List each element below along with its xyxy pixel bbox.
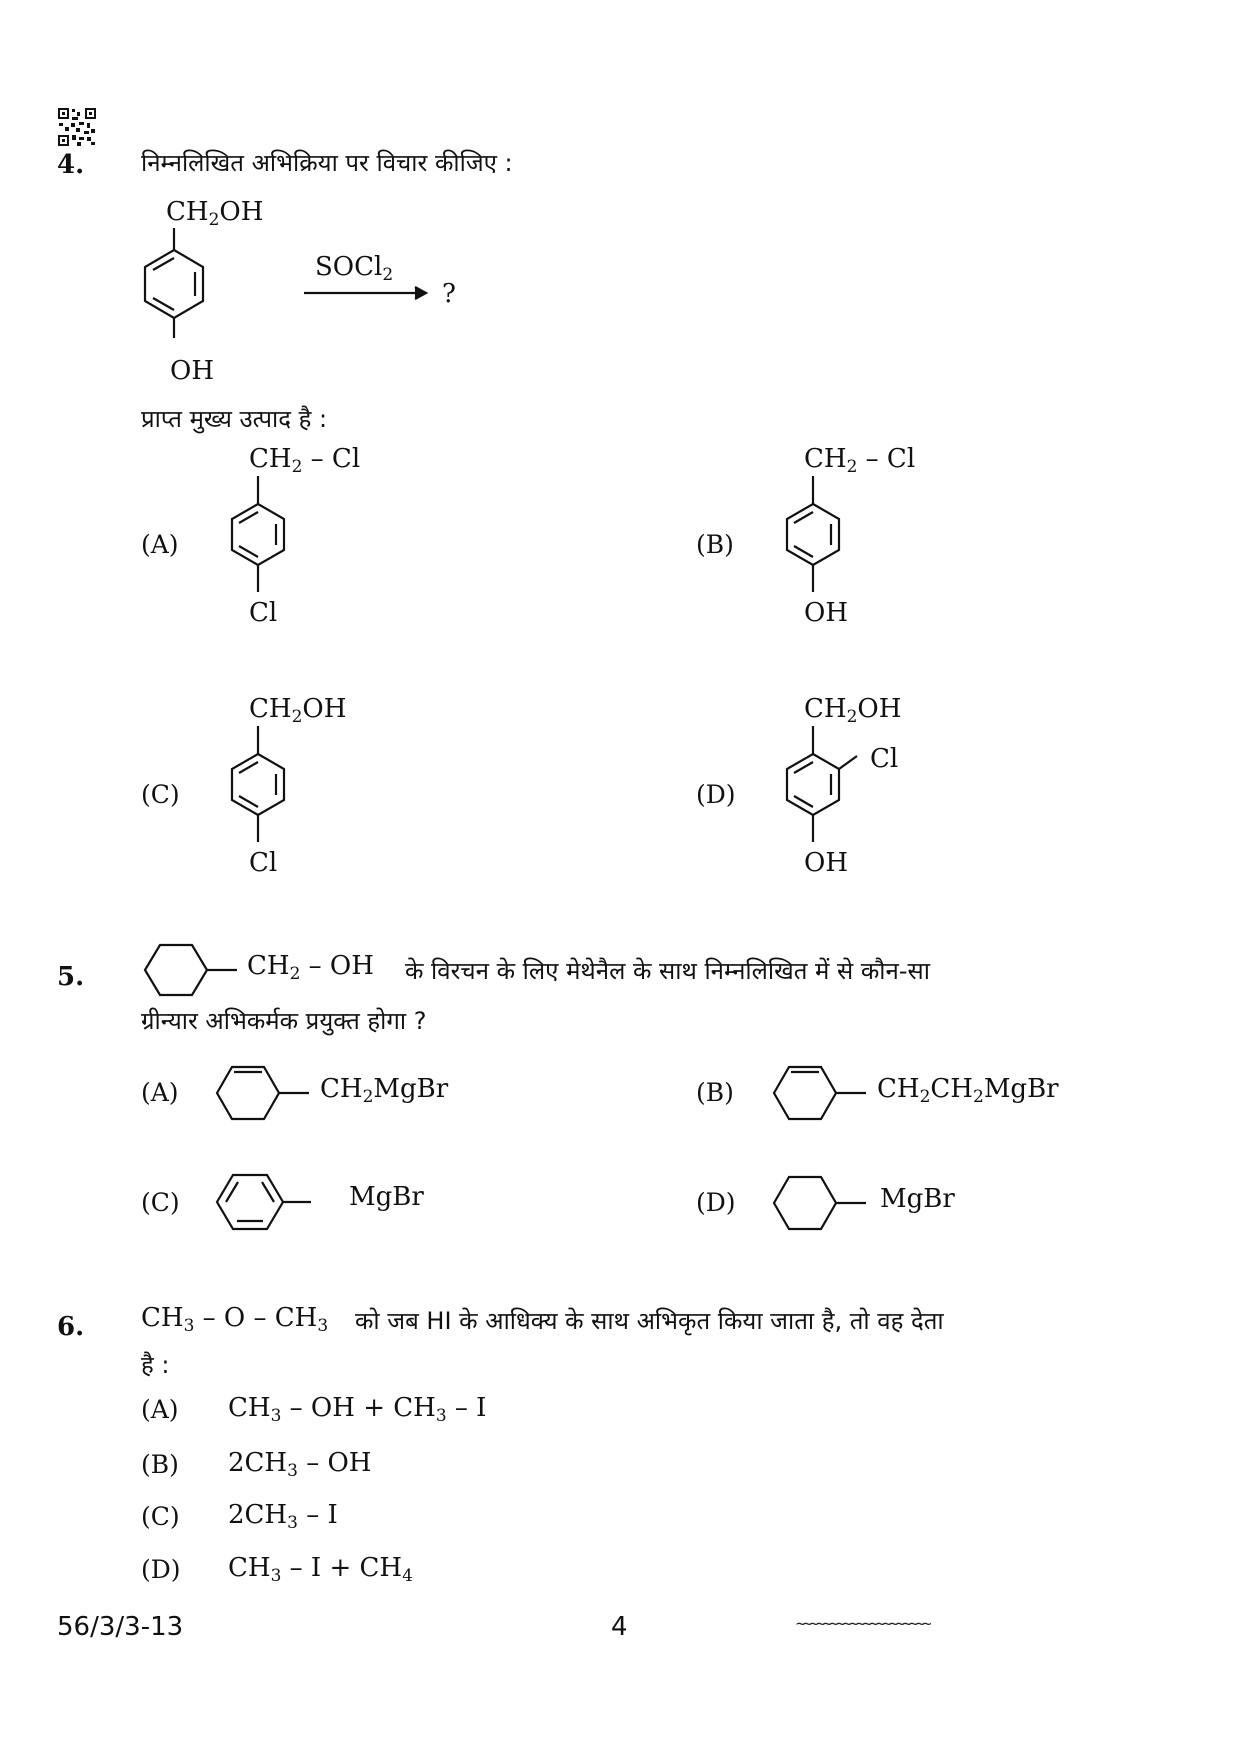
option-label: (C): [141, 1502, 180, 1531]
option-label: (C): [141, 780, 180, 809]
cyclohexane-ring-icon: [770, 1172, 880, 1234]
option-bottom-group: Cl: [249, 848, 278, 878]
option-bottom-group: OH: [804, 848, 848, 878]
reaction-arrow-icon: [302, 283, 432, 303]
cyclohexene-ring-icon: [770, 1062, 880, 1124]
benzene-ring-icon: [781, 476, 845, 596]
question-stem: निम्नलिखित अभिक्रिया पर विचार कीजिए :: [141, 149, 513, 177]
option-text: $CH_3$ – OH + $CH_3$ – I: [228, 1393, 487, 1426]
benzene-ring-icon: [781, 726, 871, 846]
option-text: $2CH_3$ – OH: [228, 1448, 372, 1481]
benzene-ring-icon: [139, 228, 209, 358]
option-group: MgBr: [349, 1182, 424, 1212]
product-unknown: ?: [442, 279, 456, 309]
question-number: 5.: [57, 962, 85, 992]
option-label: (A): [141, 1395, 179, 1424]
benzene-ring-icon: [226, 476, 290, 596]
reactant-bottom-group: OH: [170, 356, 214, 386]
question-number: 4.: [57, 150, 85, 180]
question-stem-chem: $CH_2$ – OH: [247, 951, 374, 984]
option-text: $2CH_3$ – I: [228, 1500, 338, 1533]
question-stem-line1: के विरचन के लिए मेथेनैल के साथ निम्नलिखित में से कौन-सा: [405, 957, 930, 985]
option-text: $CH_3 - I + CH_4$: [228, 1553, 413, 1586]
reactant-top-group: $CH_2OH$: [166, 197, 264, 230]
option-label: (D): [696, 780, 736, 809]
option-label: (B): [696, 1078, 734, 1107]
option-label: (A): [141, 530, 179, 559]
option-label: (A): [141, 1078, 179, 1107]
benzene-ring-icon: [213, 1170, 323, 1234]
option-top-group: $CH_2OH$: [804, 694, 902, 727]
question-stem-line2: है :: [141, 1351, 170, 1379]
page-number: 4: [611, 1612, 628, 1642]
option-side-group: Cl: [870, 744, 899, 774]
option-top-group: $CH_2$ – Cl: [804, 444, 916, 477]
reagent-label: SOCl$_2$: [315, 252, 394, 285]
paper-code: 56/3/3-13: [57, 1612, 184, 1642]
question-number: 6.: [57, 1312, 85, 1342]
option-group: $CH_2MgBr$: [320, 1074, 449, 1107]
cyclohexene-ring-icon: [213, 1062, 323, 1124]
cyclohexane-ring-icon: [141, 940, 241, 1000]
decorative-wave: ~~~~~~~~~~~~~~~~~~~~: [796, 1614, 929, 1633]
question-prompt: प्राप्त मुख्य उत्पाद है :: [141, 405, 328, 433]
option-bottom-group: Cl: [249, 598, 278, 628]
option-label: (B): [696, 530, 734, 559]
option-label: (D): [696, 1188, 736, 1217]
option-label: (B): [141, 1450, 179, 1479]
option-label: (C): [141, 1188, 180, 1217]
question-stem-line1: को जब HI के आधिक्य के साथ अभिकृत किया जाता है, तो वह देता: [355, 1307, 944, 1335]
qr-code-icon: [57, 107, 97, 147]
option-group: MgBr: [880, 1184, 955, 1214]
benzene-ring-icon: [226, 726, 290, 846]
option-top-group: $CH_2$ – Cl: [249, 444, 361, 477]
question-stem-chem: $CH_3$ – O – $CH_3$: [141, 1303, 329, 1336]
question-stem-line2: ग्रीन्यार अभिकर्मक प्रयुक्त होगा ?: [141, 1007, 427, 1035]
option-label: (D): [141, 1555, 181, 1584]
option-bottom-group: OH: [804, 598, 848, 628]
option-top-group: $CH_2OH$: [249, 694, 347, 727]
option-group: $CH_2CH_2MgBr$: [877, 1074, 1059, 1107]
